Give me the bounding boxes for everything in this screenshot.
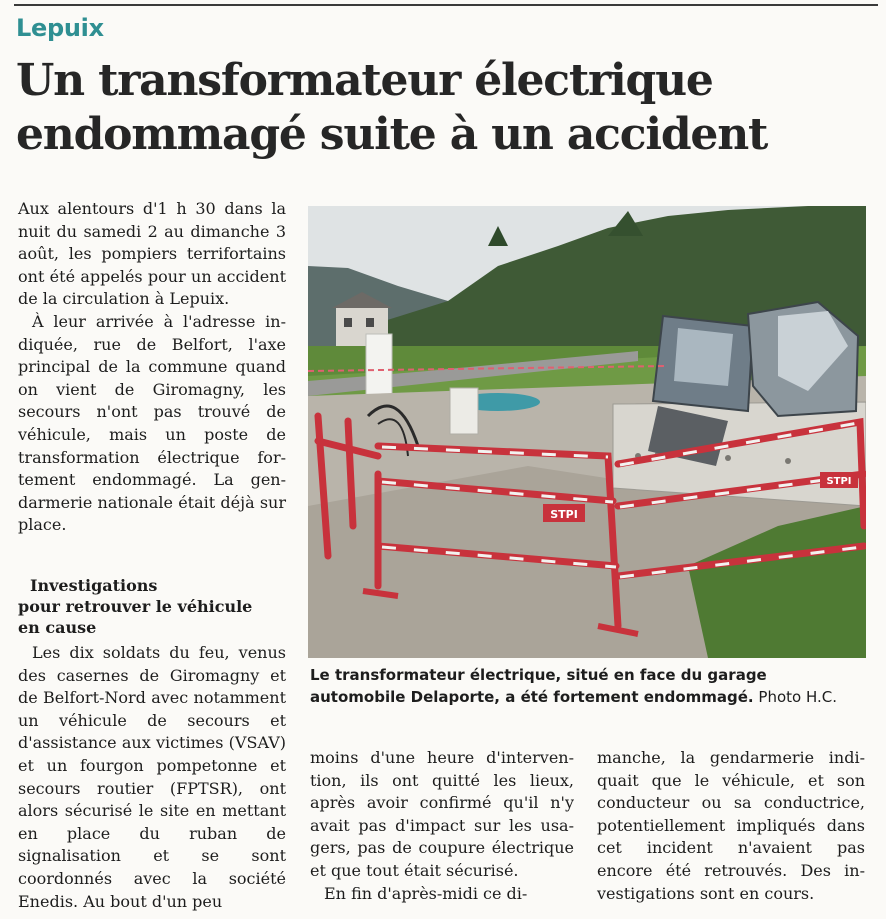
photo-credit: Photo H.C. <box>758 688 838 706</box>
paragraph: Aux alentours d'1 h 30 dans la nuit du samedi 2 au dimanche 3 août, les pompiers terrifortains ont été appelés pour un accident de la circulation à Lepuix. <box>18 199 286 309</box>
top-rule <box>14 4 878 6</box>
article-photo <box>308 206 866 658</box>
paragraph: manche, la gendarmerie indiquait que le véhicule, et son conducteur ou sa conductrice, potentiellement impliqués dans cet incident n'avaient pas encore été retrouvés. Des investigations sont en cours. <box>597 748 865 903</box>
caption-text: Le transformateur électrique, situé en face du garage automobile Delaporte, a été fortement endommagé. <box>310 666 767 706</box>
article-headline: Un transformateur électrique endommagé suite à un accident <box>16 55 768 160</box>
section-kicker: Lepuix <box>16 14 104 42</box>
barrier-label: STPI <box>826 476 852 487</box>
barrier-label: STPI <box>550 508 578 521</box>
transformer-accident-illustration <box>308 206 866 658</box>
paragraph: En fin d'après-midi ce di- <box>324 883 528 903</box>
paragraph: Les dix soldats du feu, venus des casernes de Giromagny et de Belfort-Nord avec notamment un véhicule de secours et d'assistance aux victimes (VSAV) et un fourgon pompetonne et secours routier (FPTSR), ont alors sécurisé le site en mettant en place du ruban de signalisation et se sont coordonnés avec la société Enedis. Au bout d'un peu <box>18 643 286 911</box>
article-column-1-bottom <box>18 642 286 913</box>
paragraph: À leur arrivée à l'adresse indiquée, rue de Belfort, l'axe principal de la commune quand on vient de Giromagny, les secours n'ont pas trouvé de véhicule, mais un poste de transformation électrique fortement endommagé. La gendarmerie nationale était déjà sur place. <box>18 311 286 535</box>
subheading-line: en cause <box>18 618 97 637</box>
paragraph: moins d'une heure d'intervention, ils ont quitté les lieux, après avoir confirmé qu'il n'y avait pas d'impact sur les usagers, pas de coupure électrique et que tout était sécurisé. <box>310 748 574 880</box>
article-column-3 <box>597 747 865 905</box>
subheading-line: pour retrouver le véhicule <box>18 597 253 616</box>
article-column-2 <box>310 747 574 905</box>
photo-caption <box>310 664 866 708</box>
article-subheading <box>18 575 286 638</box>
article-column-1-top <box>18 198 286 537</box>
subheading-line: Investigations <box>30 576 158 595</box>
